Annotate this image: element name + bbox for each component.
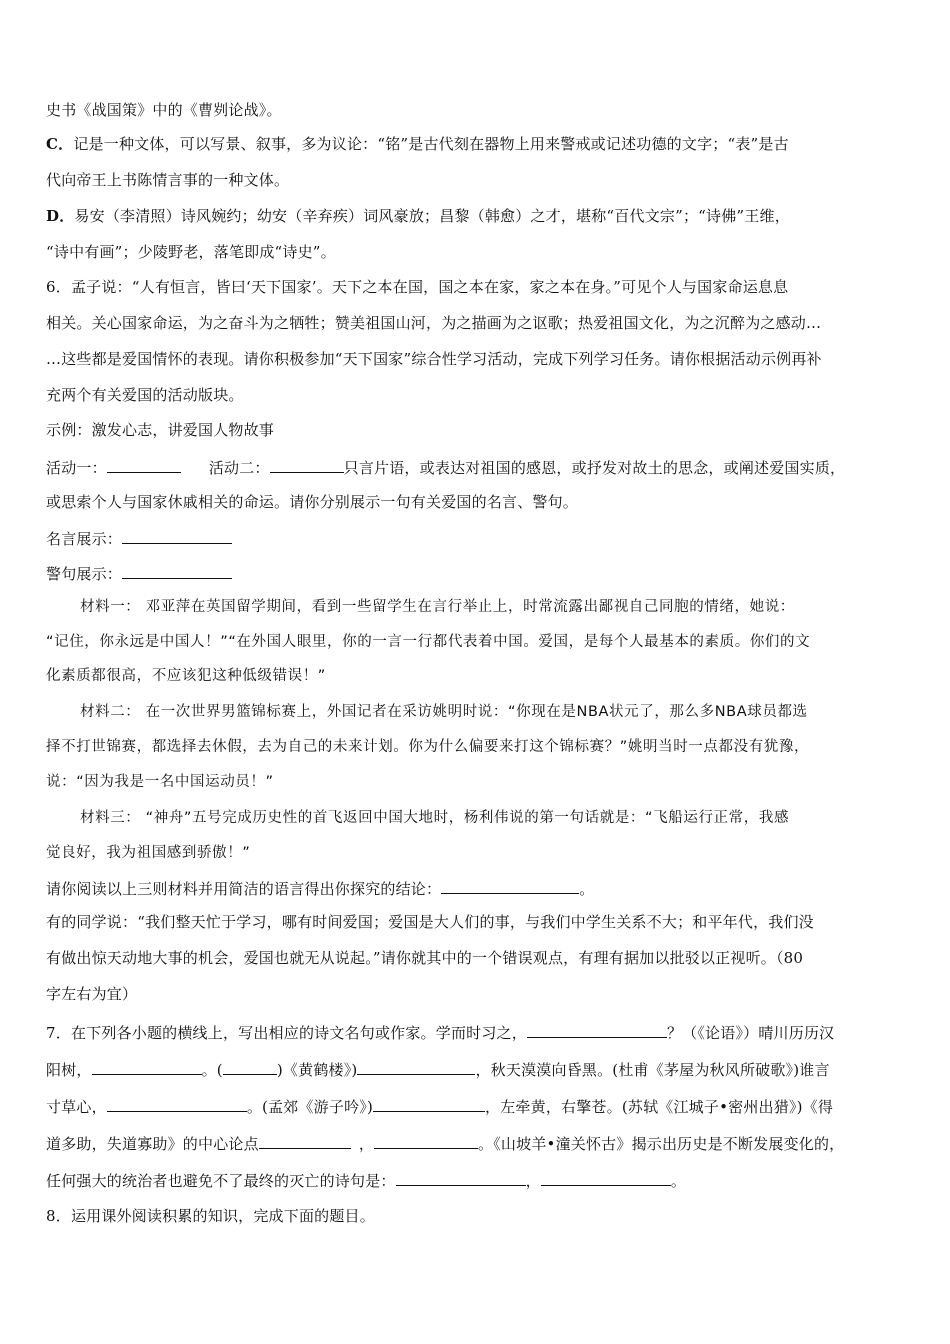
text: ，左牵黄，右擎苍。(苏轼《江城子•密州出猎》)《得 <box>485 1098 834 1116</box>
warning-label: 警句展示： <box>46 565 123 583</box>
activity-two-label: 活动二： <box>208 459 270 477</box>
option-c-line <box>46 134 789 154</box>
text: 说：“因为我是一名中国运动员！” <box>46 774 274 790</box>
text: 阳树， <box>46 1061 92 1079</box>
answer-blank[interactable] <box>107 1095 247 1112</box>
text: ？（《论语》）晴川历历汉 <box>666 1024 835 1042</box>
text: 史书《战国策》中的《曹刿论战》。 <box>46 101 282 119</box>
text: 。(孟郊《游子吟》) <box>246 1098 374 1116</box>
text: 相关。关心国家命运，为之奋斗为之牺牲；赞美祖国山河，为之描画为之讴歌；热爱祖国文化，为之沉醉为之感动… <box>46 314 822 332</box>
text: 只言片语，或表达对祖国的感恩，或抒发对故土的思念，或阐述爱国实质， <box>343 459 846 477</box>
text: 化素质都很高，不应该犯这种低级错误！” <box>46 668 326 684</box>
answer-blank[interactable] <box>122 527 232 544</box>
answer-blank[interactable] <box>396 1169 526 1186</box>
text: )《黄鹤楼》) <box>276 1061 358 1079</box>
text-line <box>46 948 803 968</box>
text-line <box>46 1095 833 1117</box>
text: 6．孟子说：“人有恒言，皆曰‘天下国家’。天下之本在国，国之本在家，家之本在身。”可见个人与国家命运息息 <box>46 278 789 296</box>
text-line <box>46 912 814 932</box>
text: 。( <box>201 1061 223 1079</box>
text-line <box>46 492 578 512</box>
option-d-line <box>46 206 790 226</box>
motto-line <box>46 527 232 549</box>
answer-blank[interactable] <box>122 562 232 579</box>
option-label: C． <box>46 135 74 153</box>
text: 记是一种文体，可以写景、叙事，多为议论：“铭”是古代刻在器物上用来警戒或记述功德的文字；“表”是古 <box>73 135 789 153</box>
text-line <box>46 349 822 369</box>
text: 。《山坡羊•潼关怀古》揭示出历史是不断发展变化的， <box>478 1135 845 1153</box>
text: 材料二： 在一次世界男篮锦标赛上，外国记者在采访姚明时说：“你现在是NBA状元了，那么多NBA球员都选 <box>80 704 808 720</box>
text: 。 <box>670 1172 687 1190</box>
text-line <box>46 632 810 652</box>
text: 材料一： 邓亚萍在英国留学期间，看到一些留学生在言行举止上，时常流露出鄙视自己同胞的情绪，她说： <box>80 599 795 615</box>
text-line <box>46 1132 844 1154</box>
text: 易安（李清照）诗风婉约；幼安（辛弃疾）词风豪放；昌黎（韩愈）之才，堪称“百代文宗”；“诗佛”王维， <box>74 207 790 225</box>
text-line <box>46 843 250 863</box>
text: 。 <box>579 880 595 898</box>
conclusion-line <box>46 877 594 899</box>
text: 道多助，失道寡助》的中心论点 <box>46 1135 259 1153</box>
text: ， <box>358 1135 375 1153</box>
text: 请你阅读以上三则材料并用简洁的语言得出你探究的结论： <box>46 880 442 898</box>
text-line <box>46 420 274 440</box>
text: 材料三： “神舟”五号完成历史性的首飞返回中国大地时，杨利伟说的第一句话就是：“飞船运行正常，我感 <box>80 810 790 826</box>
text-line <box>46 984 137 1004</box>
text-line <box>46 313 821 333</box>
answer-blank[interactable] <box>259 1132 351 1149</box>
text: “诗中有画”；少陵野老，落笔即成“诗史”。 <box>46 243 336 261</box>
text-line <box>46 242 336 262</box>
text: 择不打世锦赛，都选择去休假，去为自己的未来计划。你为什么偏要来打这个锦标赛？”姚明当时一点都没有犹豫， <box>46 739 810 755</box>
motto-label: 名言展示： <box>46 530 123 548</box>
text: …这些都是爱国情怀的表现。请你积极参加“天下国家”综合性学习活动，完成下列学习任务。请你根据活动示例再补 <box>46 350 822 368</box>
text-line <box>46 666 326 686</box>
text: 字左右为宜） <box>46 985 138 1003</box>
activity-line <box>46 456 845 478</box>
activity-one-label: 活动一： <box>46 459 107 477</box>
text-line <box>46 170 289 190</box>
text: 寸草心， <box>46 1098 107 1116</box>
answer-blank[interactable] <box>107 456 181 473</box>
material-two-line <box>80 702 808 722</box>
answer-blank[interactable] <box>92 1058 202 1075</box>
text-line <box>46 1169 686 1191</box>
material-three-line <box>80 808 789 828</box>
text: 7．在下列各小题的横线上，写出相应的诗文名句或作家。学而时习之， <box>46 1024 527 1042</box>
text: 有的同学说：“我们整天忙于学习，哪有时间爱国；爱国是大人们的事，与我们中学生关系不大；和平年代，我们没 <box>46 913 814 931</box>
question-6-line <box>46 277 788 297</box>
text-line <box>46 772 274 792</box>
text-line <box>46 737 809 757</box>
text: 有做出惊天动地大事的机会，爱国也就无从说起。”请你就其中的一个错误观点，有理有据加以批驳以正视听。（80 <box>46 949 804 967</box>
question-8-line <box>46 1206 375 1226</box>
text: ，秋天漠漠向昏黑。(杜甫《茅屋为秋风所破歌》)谁言 <box>475 1061 830 1079</box>
question-7-line <box>46 1021 834 1043</box>
answer-blank[interactable] <box>223 1058 277 1075</box>
answer-blank[interactable] <box>541 1169 671 1186</box>
material-one-line <box>80 597 795 617</box>
text-line <box>46 385 244 405</box>
text: 任何强大的统治者也避免不了最终的灭亡的诗句是： <box>46 1172 396 1190</box>
text: 或思索个人与国家休戚相关的命运。请你分别展示一句有关爱国的名言、警句。 <box>46 493 579 511</box>
answer-blank[interactable] <box>357 1058 475 1075</box>
text: ， <box>525 1172 541 1190</box>
answer-blank[interactable] <box>374 1132 478 1149</box>
answer-blank[interactable] <box>441 877 579 894</box>
example-text: 示例：激发心志，讲爱国人物故事 <box>46 421 275 439</box>
warning-line <box>46 562 232 584</box>
text-line <box>46 1058 830 1080</box>
answer-blank[interactable] <box>270 456 344 473</box>
text: 觉良好，我为祖国感到骄傲！” <box>46 845 251 861</box>
answer-blank[interactable] <box>373 1095 485 1112</box>
option-label: D． <box>46 207 75 225</box>
answer-blank[interactable] <box>527 1021 667 1038</box>
text: “记住，你永远是中国人！”“在外国人眼里，你的一言一行都代表着中国。爱国，是每个人最基本的素质。你们的文 <box>46 634 811 650</box>
text: 充两个有关爱国的活动版块。 <box>46 386 244 404</box>
text: 代向帝王上书陈情言事的一种文体。 <box>46 171 290 189</box>
text-line <box>46 100 282 120</box>
text: 8．运用课外阅读积累的知识，完成下面的题目。 <box>46 1207 375 1225</box>
